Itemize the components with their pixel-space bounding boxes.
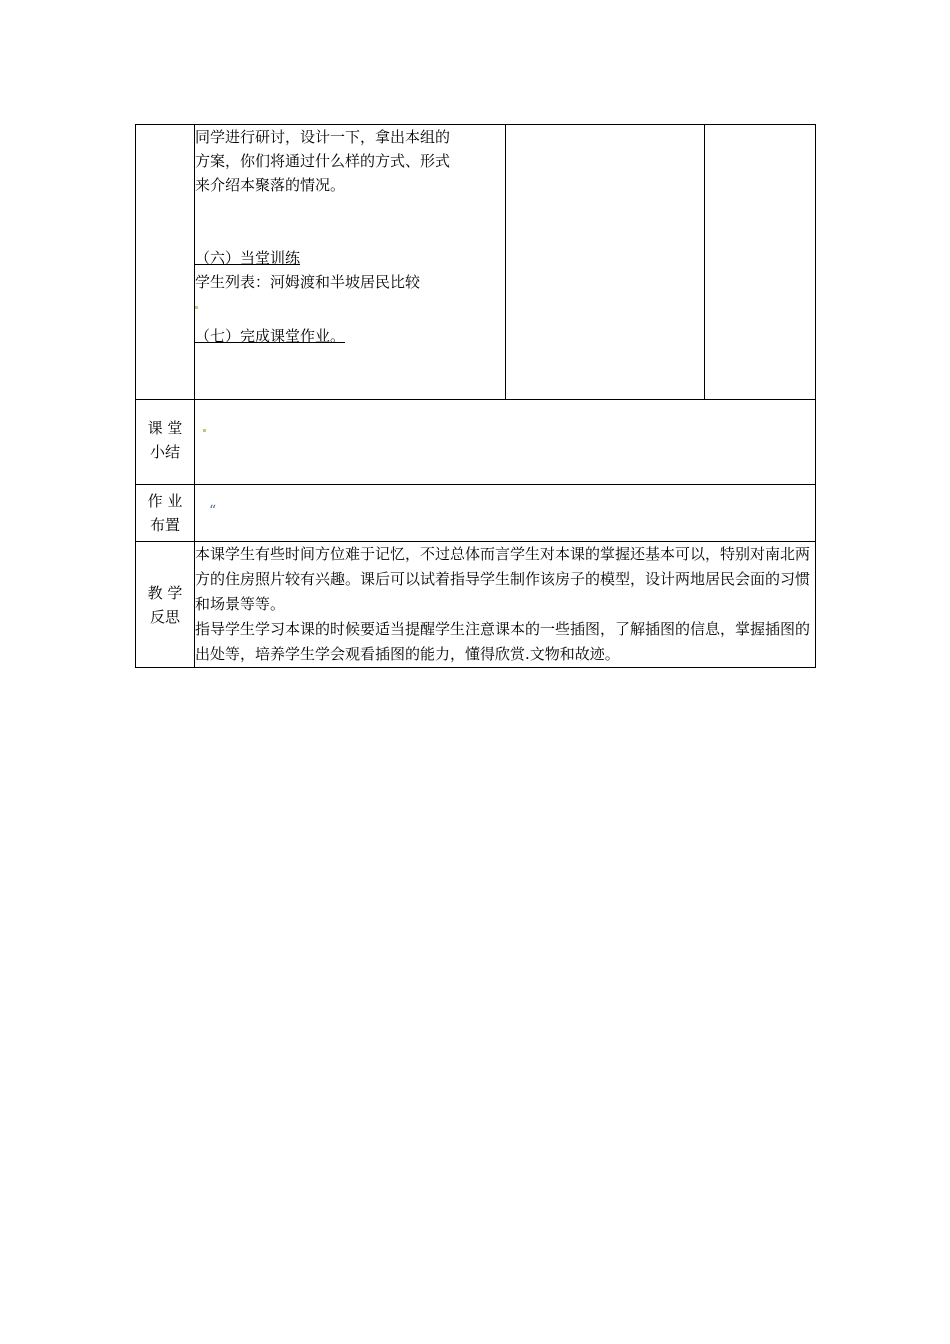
quote-mark: “ (209, 503, 217, 519)
activity-line-1: 同学进行研讨，设计一下，拿出本组的 (195, 128, 451, 146)
section-6-body: 学生列表：河姆渡和半坡居民比较 (195, 273, 421, 291)
reflection-paragraph-2: 指导学生学习本课的时候要适当提醒学生注意课本的一些插图，了解插图的信息，掌握插图的出处等，培养学生学会观看插图的能力，懂得欣赏.文物和故迹。 (195, 620, 811, 663)
reflection-label: 教 学 反思 (136, 542, 195, 668)
activity-row (136, 125, 816, 400)
reflection-row (136, 542, 816, 668)
summary-content (195, 400, 816, 485)
section-6-heading: （六）当堂训练 (195, 249, 301, 267)
section-7-heading: （七）完成课堂作业。 (195, 327, 346, 345)
homework-label: 作 业 布置 (136, 485, 195, 542)
activity-line-2: 方案，你们将通过什么样的方式、形式 (195, 152, 451, 170)
activity-content-cell (195, 125, 506, 400)
reflection-content (195, 542, 816, 668)
student-activity-cell (506, 125, 705, 400)
summary-row (136, 400, 816, 485)
homework-row (136, 485, 816, 542)
stray-dot (203, 429, 206, 432)
notes-cell (705, 125, 816, 400)
homework-content (195, 485, 816, 542)
stray-dot (195, 306, 198, 309)
lesson-plan-table (135, 124, 816, 668)
reflection-paragraph-1: 本课学生有些时间方位难于记忆，不过总体而言学生对本课的掌握还基本可以，特别对南北两方的住房照片较有兴趣。课后可以试着指导学生制作该房子的模型，设计两地居民会面的习惯和场景等等。 (195, 545, 811, 613)
activity-line-3: 来介绍本聚落的情况。 (195, 176, 346, 194)
activity-label-cell (136, 125, 195, 400)
summary-label: 课 堂 小结 (136, 400, 195, 485)
